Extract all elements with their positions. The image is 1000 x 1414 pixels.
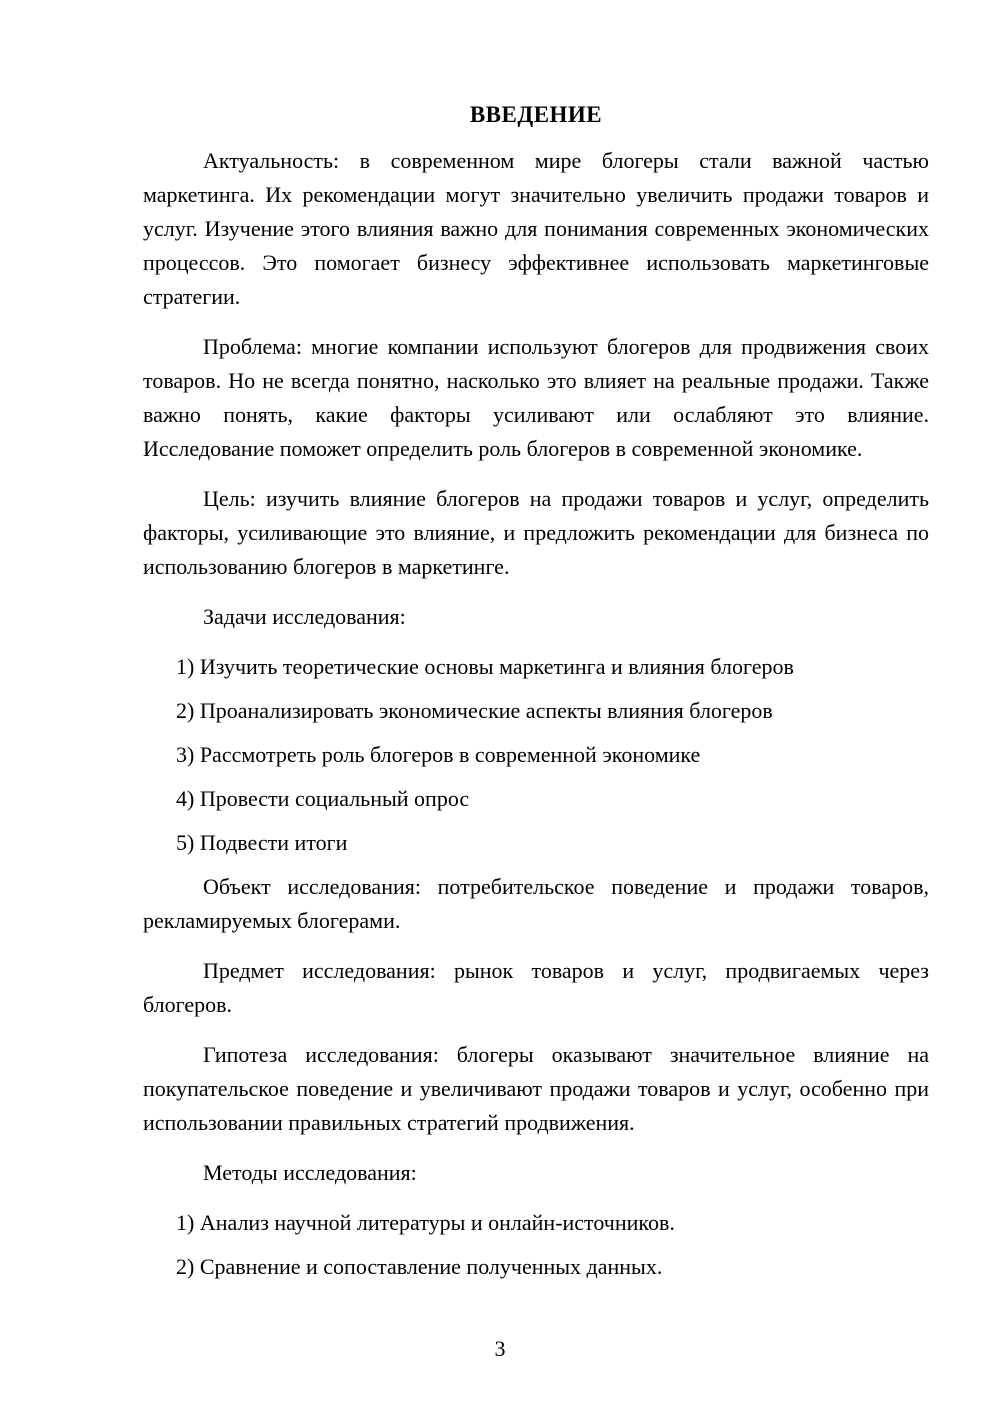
paragraph: Объект исследования: потребительское поведение и продажи товаров, рекламируемых блогерами.: [143, 874, 929, 933]
list-item: 1) Изучить теоретические основы маркетинга и влияния блогеров: [176, 654, 794, 679]
paragraph: Гипотеза исследования: блогеры оказывают значительное влияние на покупательское поведение и увеличивают продажи товаров и услуг, особенно при использовании правильных стратегий продвижения.: [143, 1042, 929, 1135]
paragraph: Методы исследования:: [203, 1160, 417, 1185]
list-item: 2) Сравнение и сопоставление полученных данных.: [176, 1254, 663, 1279]
page-number: 3: [494, 1336, 506, 1361]
list-item: 3) Рассмотреть роль блогеров в современной экономике: [176, 742, 701, 767]
paragraph: Актуальность: в современном мире блогеры стали важной частью маркетинга. Их рекомендации могут значительно увеличить продажи товаров и услуг. Изучение этого влияния важно для понимания современных экономических процессов. Это помогает бизнесу эффективнее использовать маркетинговые стратегии.: [143, 148, 929, 309]
list-item: 4) Провести социальный опрос: [176, 786, 470, 811]
list-item: 2) Проанализировать экономические аспекты влияния блогеров: [176, 698, 773, 723]
paragraph: Проблема: многие компании используют блогеров для продвижения своих товаров. Но не всегда понятно, насколько это влияет на реальные продажи. Также важно понять, какие факторы усиливают или ослабляют это влияние. Исследование поможет определить роль блогеров в современной экономике.: [143, 334, 929, 461]
list-item: 5) Подвести итоги: [176, 830, 348, 855]
paragraph: Задачи исследования:: [203, 604, 406, 629]
list-item: 1) Анализ научной литературы и онлайн-источников.: [176, 1210, 675, 1235]
paragraph: Предмет исследования: рынок товаров и услуг, продвигаемых через блогеров.: [143, 958, 929, 1017]
document-body: [143, 144, 929, 1284]
document-title: ВВЕДЕНИЕ: [469, 102, 603, 127]
paragraph: Цель: изучить влияние блогеров на продажи товаров и услуг, определить факторы, усиливающие это влияние, и предложить рекомендации для бизнеса по использованию блогеров в маркетинге.: [143, 486, 929, 579]
